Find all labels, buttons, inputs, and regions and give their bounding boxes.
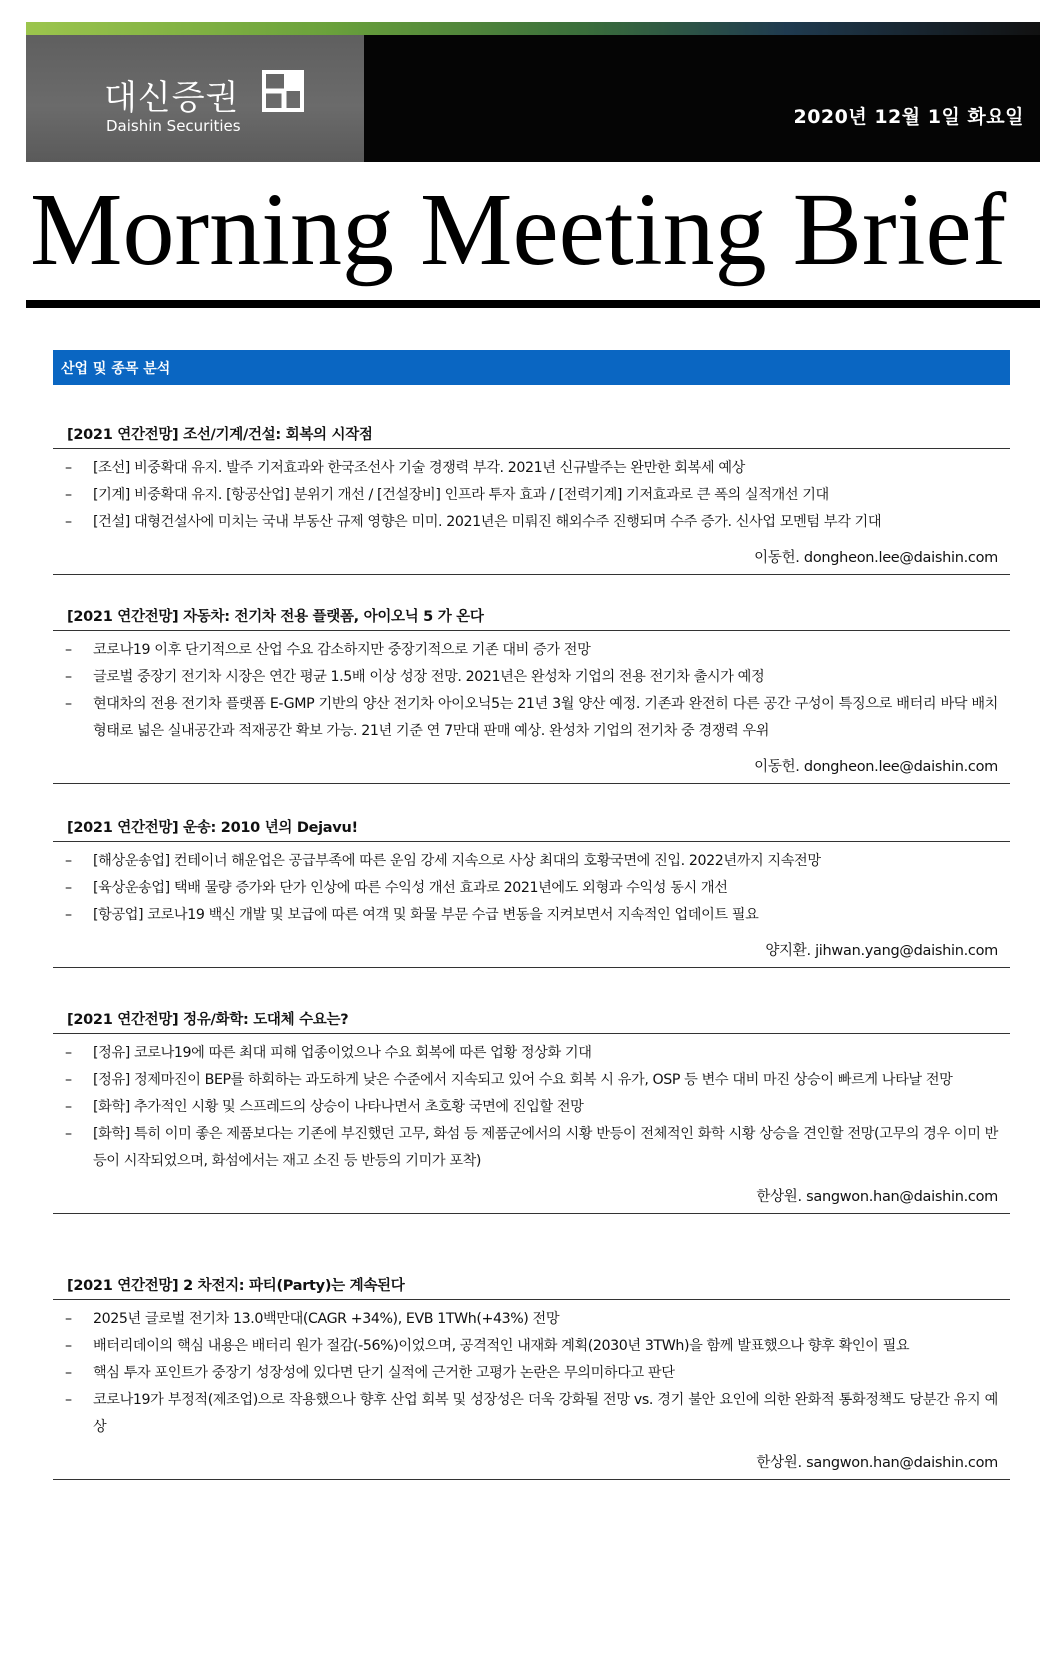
article-title: [2021 연간전망] 조선/기계/건설: 회복의 시작점 (53, 422, 1010, 449)
header-banner (26, 22, 1040, 162)
article (53, 1273, 1010, 1480)
article-divider (53, 783, 1010, 784)
bullet-item: – [정유] 코로나19에 따른 최대 피해 업종이었으나 수요 회복에 따른 업황 정상화 기대 (53, 1040, 1010, 1067)
article (53, 422, 1010, 575)
article-divider (53, 1479, 1010, 1480)
bullet-item: – [기계] 비중확대 유지. [항공산업] 분위기 개선 / [건설장비] 인프라 투자 효과 / [전력기계] 기저효과로 큰 폭의 실적개선 기대 (53, 482, 1010, 509)
bullet-list (53, 848, 1010, 929)
bullet-item: – [화학] 특히 이미 좋은 제품보다는 기존에 부진했던 고무, 화섬 등 제품군에서의 시황 반등이 전체적인 화학 시황 상승을 견인할 전망(고무의 경우 이미 반등이 시작되었으며, 화섬에서는 재고 소진 등 반등의 기미가 포착) (53, 1121, 1010, 1175)
article (53, 815, 1010, 968)
article (53, 604, 1010, 784)
bullet-item: – 글로벌 중장기 전기차 시장은 연간 평균 1.5배 이상 성장 전망. 2021년은 완성차 기업의 전용 전기차 출시가 예정 (53, 664, 1010, 691)
article-divider (53, 1213, 1010, 1214)
bullet-list (53, 1306, 1010, 1441)
daishin-logo-icon (262, 70, 304, 112)
author-line: 이동헌. dongheon.lee@daishin.com (754, 759, 998, 775)
bullet-item: – [건설] 대형건설사에 미치는 국내 부동산 규제 영향은 미미. 2021년은 미뤄진 해외수주 진행되며 수주 증가. 신사업 모멘텀 부각 기대 (53, 509, 1010, 536)
page-title: Morning Meeting Brief (30, 172, 1007, 287)
article-title: [2021 연간전망] 운송: 2010 년의 Dejavu! (53, 815, 1010, 842)
article-divider (53, 967, 1010, 968)
brand-name-korean: 대신증권 (104, 78, 240, 118)
bullet-item: – 코로나19가 부정적(제조업)으로 작용했으나 향후 산업 회복 및 성장성은 더욱 강화될 전망 vs. 경기 불안 요인에 의한 완화적 통화정책도 당분간 유지 예상 (53, 1387, 1010, 1441)
bullet-item: – 2025년 글로벌 전기차 13.0백만대(CAGR +34%), EVB 1TWh(+43%) 전망 (53, 1306, 1010, 1333)
bullet-item: – [화학] 추가적인 시황 및 스프레드의 상승이 나타나면서 초호황 국면에 진입할 전망 (53, 1094, 1010, 1121)
bullet-item: – 배터리데이의 핵심 내용은 배터리 원가 절감(-56%)이었으며, 공격적인 내재화 계획(2030년 3TWh)을 함께 발표했으나 향후 확인이 필요 (53, 1333, 1010, 1360)
section-header (53, 350, 1010, 385)
article-title: [2021 연간전망] 정유/화학: 도대체 수요는? (53, 1007, 1010, 1034)
author-line: 한상원. sangwon.han@daishin.com (756, 1189, 998, 1205)
report-date: 2020년 12월 1일 화요일 (793, 106, 1024, 128)
author-line: 이동헌. dongheon.lee@daishin.com (754, 550, 998, 566)
brand-name-english: Daishin Securities (106, 117, 241, 135)
article-title: [2021 연간전망] 2 차전지: 파티(Party)는 계속된다 (53, 1273, 1010, 1300)
bullet-list (53, 1040, 1010, 1175)
date-panel (364, 22, 1040, 162)
article (53, 1007, 1010, 1214)
title-divider (26, 300, 1040, 308)
bullet-item: – 코로나19 이후 단기적으로 산업 수요 감소하지만 중장기적으로 기존 대비 증가 전망 (53, 637, 1010, 664)
bullet-item: – [항공업] 코로나19 백신 개발 및 보급에 따른 여객 및 화물 부문 수급 변동을 지켜보면서 지속적인 업데이트 필요 (53, 902, 1010, 929)
bullet-item: – 핵심 투자 포인트가 중장기 성장성에 있다면 단기 실적에 근거한 고평가 논란은 무의미하다고 판단 (53, 1360, 1010, 1387)
section-label: 산업 및 종목 분석 (61, 361, 171, 377)
author-line: 한상원. sangwon.han@daishin.com (756, 1455, 998, 1471)
bullet-item: – [육상운송업] 택배 물량 증가와 단가 인상에 따른 수익성 개선 효과로 2021년에도 외형과 수익성 동시 개선 (53, 875, 1010, 902)
bullet-list (53, 455, 1010, 536)
bullet-item: – 현대차의 전용 전기차 플랫폼 E-GMP 기반의 양산 전기차 아이오닉5는 21년 3월 양산 예정. 기존과 완전히 다른 공간 구성이 특징으로 배터리 바닥 배치 형태로 넓은 실내공간과 적재공간 확보 가능. 21년 기준 연 7만대 판매 예상. 완성차 기업의 전기차 중 경쟁력 우위 (53, 691, 1010, 745)
article-title: [2021 연간전망] 자동차: 전기차 전용 플랫폼, 아이오닉 5 가 온다 (53, 604, 1010, 631)
bullet-list (53, 637, 1010, 745)
author-line: 양지환. jihwan.yang@daishin.com (765, 943, 998, 959)
gradient-stripe (26, 22, 1040, 35)
logo-panel (26, 22, 364, 162)
bullet-item: – [해상운송업] 컨테이너 해운업은 공급부족에 따른 운임 강세 지속으로 사상 최대의 호황국면에 진입. 2022년까지 지속전망 (53, 848, 1010, 875)
bullet-item: – [정유] 정제마진이 BEP를 하회하는 과도하게 낮은 수준에서 지속되고 있어 수요 회복 시 유가, OSP 등 변수 대비 마진 상승이 빠르게 나타날 전망 (53, 1067, 1010, 1094)
article-divider (53, 574, 1010, 575)
bullet-item: – [조선] 비중확대 유지. 발주 기저효과와 한국조선사 기술 경쟁력 부각. 2021년 신규발주는 완만한 회복세 예상 (53, 455, 1010, 482)
